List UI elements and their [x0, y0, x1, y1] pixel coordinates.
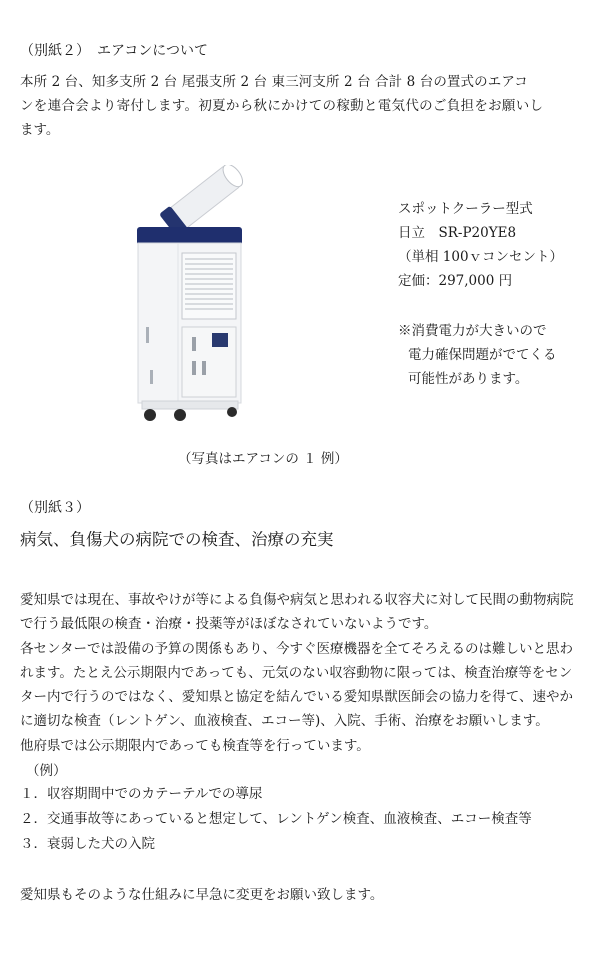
- p2-line: ター内で行うのではなく、愛知県と協定を結んでいる愛知県獣医師会の協力を得て、速やか: [20, 689, 573, 705]
- spot-cooler-photo: [120, 165, 250, 425]
- section3-p1: [20, 588, 595, 636]
- section2-paragraph: [20, 70, 590, 142]
- example-label: （例）: [26, 763, 67, 779]
- section2-heading: （別紙２） エアコンについて: [20, 43, 209, 59]
- example-list: [20, 782, 532, 857]
- section3-p3: 他府県では公示期限内であっても検査等を行っています。: [20, 738, 370, 754]
- note-line: ※消費電力が大きいので: [398, 323, 547, 339]
- p2-line: 各センターでは設備の予算の関係もあり、今すぐ医療機器を全てそろえるのは難しいと思わ: [20, 641, 573, 657]
- para-line: ンを連合会より寄付します。初夏から秋にかけての稼動と電気代のご負担をお願いし: [20, 98, 544, 114]
- section3-title: 病気、負傷犬の病院での検査、治療の充実: [20, 530, 334, 549]
- para-line: ます。: [20, 122, 60, 138]
- note-line: 電力確保問題がでてくる: [408, 347, 557, 363]
- spec-line: スポットクーラー型式: [398, 201, 533, 217]
- note-line: 可能性があります。: [408, 371, 529, 387]
- spec-line: （単相 100ｖコンセント）: [398, 249, 564, 265]
- power-note: [398, 319, 557, 391]
- closing-line: 愛知県もそのような仕組みに早急に変更をお願い致します。: [20, 887, 384, 903]
- p1-line: 愛知県では現在、事故やけが等による負傷や病気と思われる収容犬に対して民間の動物病院: [20, 592, 574, 608]
- spec-block: [398, 197, 563, 293]
- p2-line: れます。たとえ公示期限内であっても、元気のない収容動物に限っては、検査治療等をセン: [20, 665, 573, 681]
- spec-line: 定価：297,000 円: [398, 273, 513, 289]
- list-item: ２．交通事故等にあっていると想定して、レントゲン検査、血液検査、エコー検査等: [20, 811, 532, 827]
- spec-line: 日立 SR-P20YE8: [398, 225, 517, 241]
- p2-line: に適切な検査（レントゲン、血液検査、エコー等)、入院、手術、治療をお願いします。: [20, 713, 549, 729]
- list-item: １．収容期間中でのカテーテルでの導尿: [20, 786, 263, 802]
- section3-p2: [20, 637, 595, 733]
- photo-caption: （写真はエアコンの １ 例）: [178, 451, 348, 467]
- list-item: ３．衰弱した犬の入院: [20, 836, 155, 852]
- section3-heading: （別紙３）: [20, 500, 90, 516]
- p1-line: で行う最低限の検査・治療・投薬等がほぼなされていないようです。: [20, 616, 438, 632]
- para-line: 本所 2 台、知多支所 2 台 尾張支所 2 台 東三河支所 2 台 合計 8 台の置式のエアコ: [20, 74, 528, 90]
